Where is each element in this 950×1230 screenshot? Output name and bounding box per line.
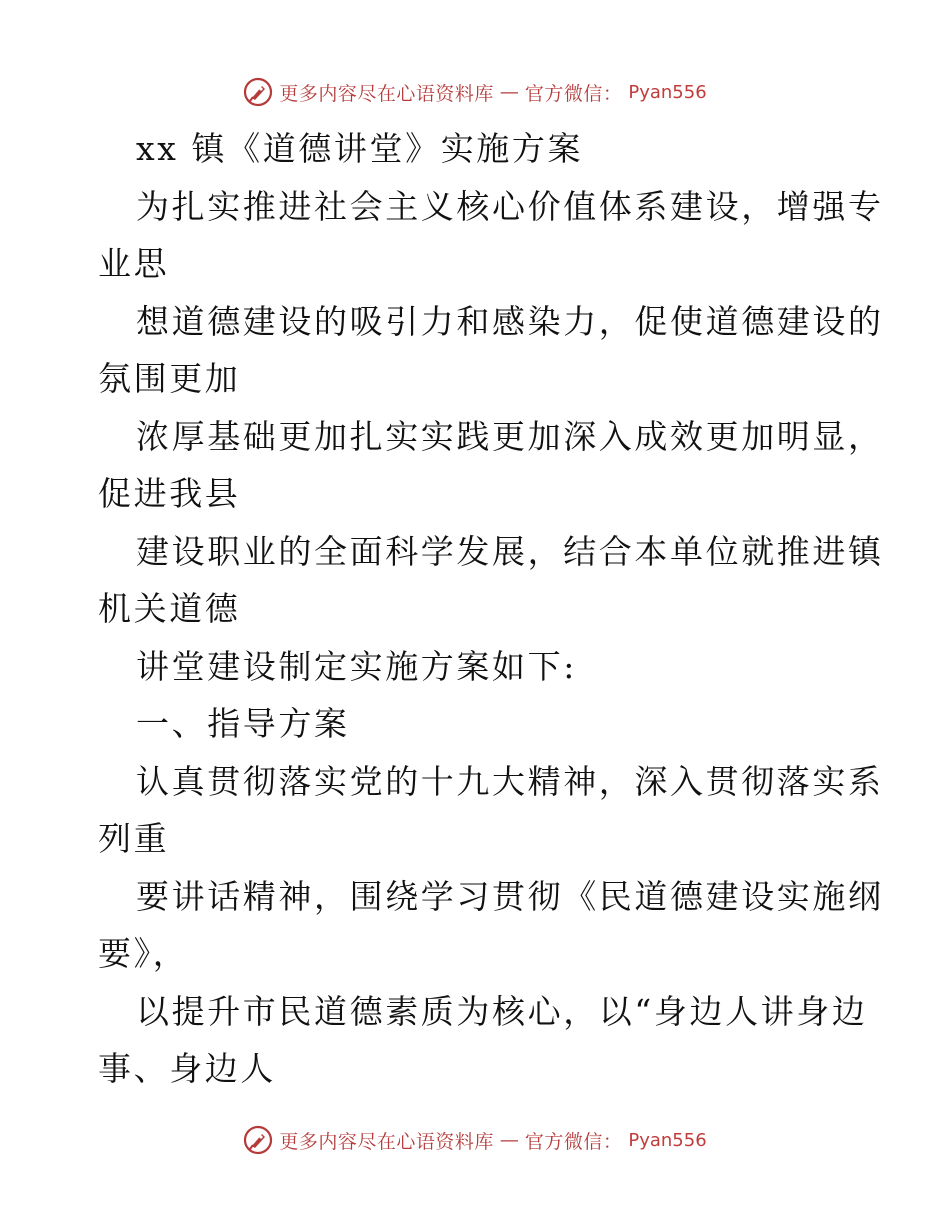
paragraph-line: 建设职业的全面科学发展，结合本单位就推进镇 — [136, 531, 884, 571]
watermark-wechat-id: Pyan556 — [628, 1129, 707, 1151]
watermark-wechat-label: 官方微信： — [524, 1130, 623, 1153]
footer-watermark — [0, 1120, 950, 1160]
watermark-wechat-label: 官方微信： — [524, 82, 623, 105]
paragraph-line: 要》， — [98, 934, 189, 973]
paragraph-line: 认真贯彻落实党的十九大精神，深入贯彻落实系 — [136, 761, 884, 801]
paragraph-line: 事、身边人 — [98, 1049, 276, 1088]
watermark-separator: — — [499, 81, 519, 103]
paragraph-line: 业思 — [98, 244, 170, 283]
paragraph-line: 机关道德 — [98, 589, 241, 628]
pen-nib-logo-icon — [243, 1125, 273, 1155]
paragraph-line: 列重 — [98, 819, 170, 858]
watermark-brand-text: 更多内容尽在心语资料库 — [279, 82, 494, 105]
paragraph-line: 浓厚基础更加扎实实践更加深入成效更加明显， — [136, 416, 884, 456]
paragraph-line: 促进我县 — [98, 474, 241, 513]
watermark-wechat-id: Pyan556 — [628, 81, 707, 103]
paragraph-line: 以提升市民道德素质为核心，以“身边人讲身边 — [136, 991, 868, 1031]
document-body — [98, 120, 884, 1098]
paragraph-line: 氛围更加 — [98, 359, 241, 398]
watermark-separator: — — [499, 1129, 519, 1151]
paragraph-line: 想道德建设的吸引力和感染力，促使道德建设的 — [136, 301, 884, 341]
document-title: xx 镇《道德讲堂》实施方案 — [136, 129, 584, 168]
pen-nib-logo-icon — [243, 77, 273, 107]
paragraph-line: 为扎实推进社会主义核心价值体系建设，增强专 — [136, 186, 884, 226]
paragraph-line: 要讲话精神，围绕学习贯彻《民道德建设实施纲 — [136, 876, 884, 916]
paragraph-line: 讲堂建设制定实施方案如下: — [136, 646, 577, 686]
watermark-brand-text: 更多内容尽在心语资料库 — [279, 1130, 494, 1153]
section-heading: 一、指导方案 — [136, 704, 350, 743]
header-watermark — [0, 72, 950, 112]
